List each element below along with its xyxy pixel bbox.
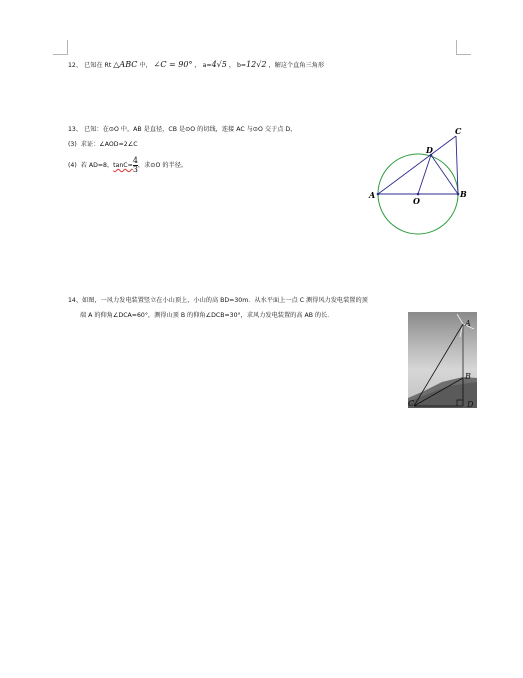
turbine-blade-1 (457, 314, 463, 324)
photo-label-b: B (465, 372, 471, 381)
crop-mark-top-left (53, 40, 68, 55)
wind-turbine-figure (408, 312, 477, 408)
photo-label-d: D (467, 400, 474, 408)
q13-tanc-label: tanC= (113, 162, 133, 169)
q12-a-label: a= (202, 62, 212, 69)
photo-label-a: A (465, 319, 471, 328)
label-a: A (369, 190, 376, 200)
q13-part1-text: 求证：∠AOD=2∠C (80, 141, 138, 148)
q13-part2-number: (4) (68, 162, 77, 169)
q13-circle-diagram (365, 125, 495, 245)
segment-db (431, 155, 458, 194)
q12-tail: ，解这个直角三角形 (268, 62, 325, 69)
q13-part2-text2: ，求⊙O 的半径。 (137, 162, 188, 169)
photo-label-c: C (408, 399, 415, 408)
q12-b-value: 12√2 (246, 60, 267, 69)
q13-part2-text1: 若 AD=8， (80, 162, 114, 169)
label-o: O (413, 196, 420, 206)
q12-number: 12、 (68, 62, 83, 69)
q13-fraction-denominator: 3 (132, 164, 138, 174)
segment-od (418, 155, 431, 194)
q12-angle: ∠C = 90° (153, 60, 193, 69)
point-a (377, 193, 380, 196)
crop-mark-top-right (456, 40, 471, 55)
point-b (457, 193, 460, 196)
q13-fraction-numerator: 4 (132, 155, 138, 165)
q12-text2: 中， (139, 62, 152, 69)
label-d: D (426, 145, 433, 155)
q12-b-label: b= (236, 62, 247, 69)
segment-ac (378, 136, 456, 194)
label-b: B (460, 189, 467, 199)
q13-line1: 13、 已知：在⊙O 中，AB 是直径，CB 是⊙O 的切线，连接 AC 与⊙O 交于点 D， (68, 126, 297, 133)
point-o (417, 193, 420, 196)
wind-turbine-photo (408, 312, 477, 408)
label-c: C (455, 126, 462, 136)
q12-sep2: ， (228, 62, 235, 69)
q13-part2 (68, 156, 187, 176)
q14-line1: 14、如图，一风力发电装置竖立在小山顶上，小山的高 BD=30m．从水平面上一点 C 测得风力发电装置的顶 (68, 297, 368, 304)
q12-a-value: 4√5 (211, 60, 227, 69)
q13-part1-number: (3) (68, 141, 77, 148)
q12-sep1: ， (194, 62, 201, 69)
q14-line2: 端 A 的仰角∠DCA=60°，测得山顶 B 的仰角∠DCB=30°，求风力发电装置的高 AB 的长． (80, 312, 334, 319)
q13-part1 (68, 141, 138, 149)
question-12 (68, 61, 324, 70)
q12-text1: 已知在 Rt (84, 62, 112, 69)
q12-triangle: △ABC (113, 60, 138, 69)
